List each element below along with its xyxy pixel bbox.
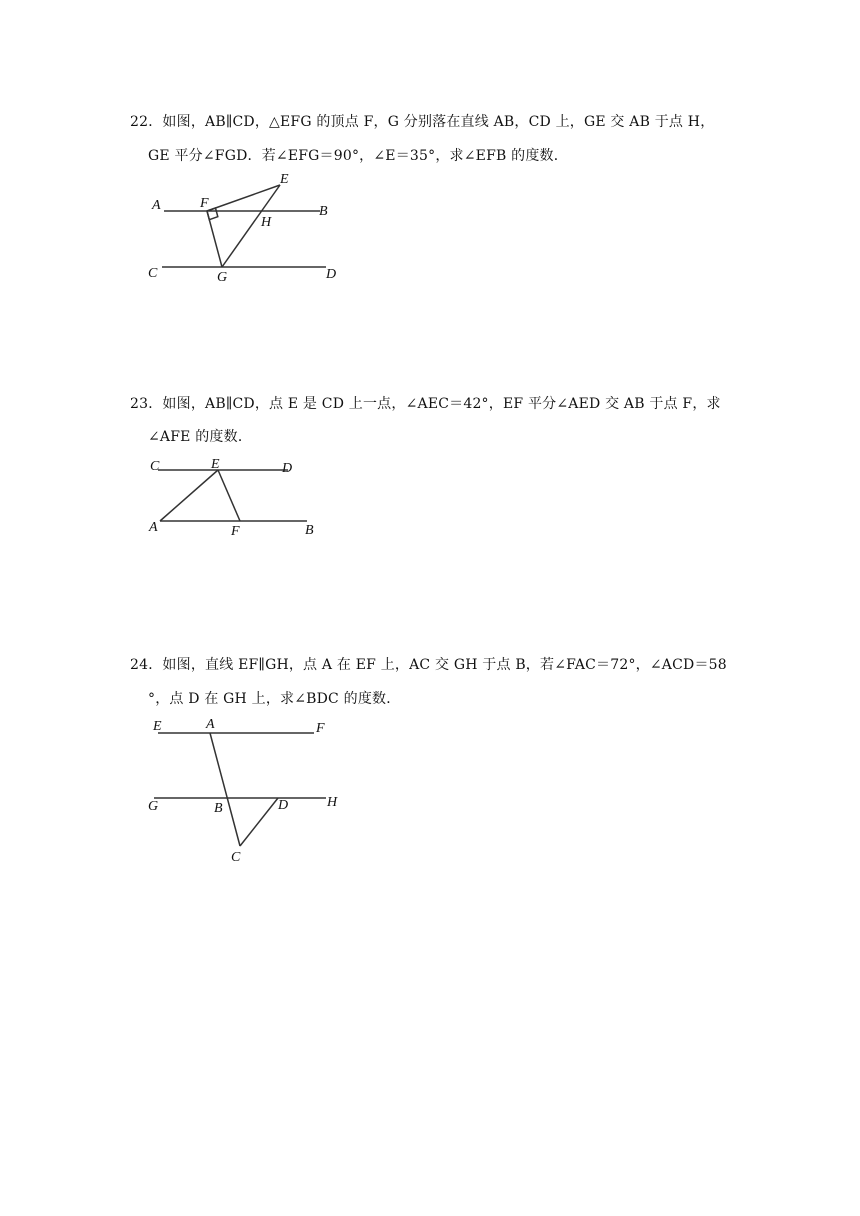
label-b: B: [214, 801, 223, 816]
figure-22-parallel-lines-triangle: [140, 165, 360, 290]
label-g: G: [217, 270, 228, 285]
segment-ef: [218, 470, 240, 521]
label-d: D: [282, 461, 293, 476]
label-f: F: [200, 196, 209, 211]
label-e: E: [211, 457, 220, 472]
label-d: D: [326, 267, 337, 282]
problem-23-line-2: ∠AFE 的度数．: [148, 429, 253, 445]
segment-ge: [222, 185, 280, 267]
right-angle-mark: [207, 208, 218, 220]
label-g: G: [148, 799, 159, 814]
problem-22-line-2: GE 平分∠FGD．若∠EFG＝90°，∠E＝35°，求∠EFB 的度数．: [148, 148, 568, 164]
label-c: C: [150, 459, 160, 474]
label-a: A: [206, 717, 215, 732]
label-h: H: [261, 215, 272, 230]
problem-22-line-1: 22．如图，AB∥CD，△EFG 的顶点 F，G 分别落在直线 AB，CD 上，GE 交 AB 于点 H，: [130, 114, 715, 130]
figure-24-parallel-lines-triangle: [140, 712, 350, 867]
label-h: H: [327, 795, 338, 810]
problem-24-line-2: °，点 D 在 GH 上，求∠BDC 的度数．: [148, 691, 401, 707]
problem-24-line-1: 24．如图，直线 EF∥GH，点 A 在 EF 上，AC 交 GH 于点 B，若∠FAC＝72°，∠ACD＝58: [130, 657, 727, 673]
label-c: C: [231, 850, 241, 865]
figure-23-parallel-lines-triangle: [140, 450, 330, 545]
label-a: A: [149, 520, 158, 535]
label-a: A: [152, 198, 161, 213]
label-b: B: [319, 204, 328, 219]
problem-23-line-1: 23．如图，AB∥CD，点 E 是 CD 上一点，∠AEC＝42°，EF 平分∠AED 交 AB 于点 F，求: [130, 396, 721, 412]
label-e: E: [153, 719, 162, 734]
label-f: F: [316, 721, 325, 736]
segment-ea: [160, 470, 218, 521]
segment-fe: [207, 185, 280, 211]
label-b: B: [305, 523, 314, 538]
label-c: C: [148, 266, 158, 281]
segment-ac: [210, 733, 240, 846]
label-d: D: [278, 798, 289, 813]
segment-cd: [240, 798, 278, 846]
label-e: E: [280, 172, 289, 187]
label-f: F: [231, 524, 240, 539]
